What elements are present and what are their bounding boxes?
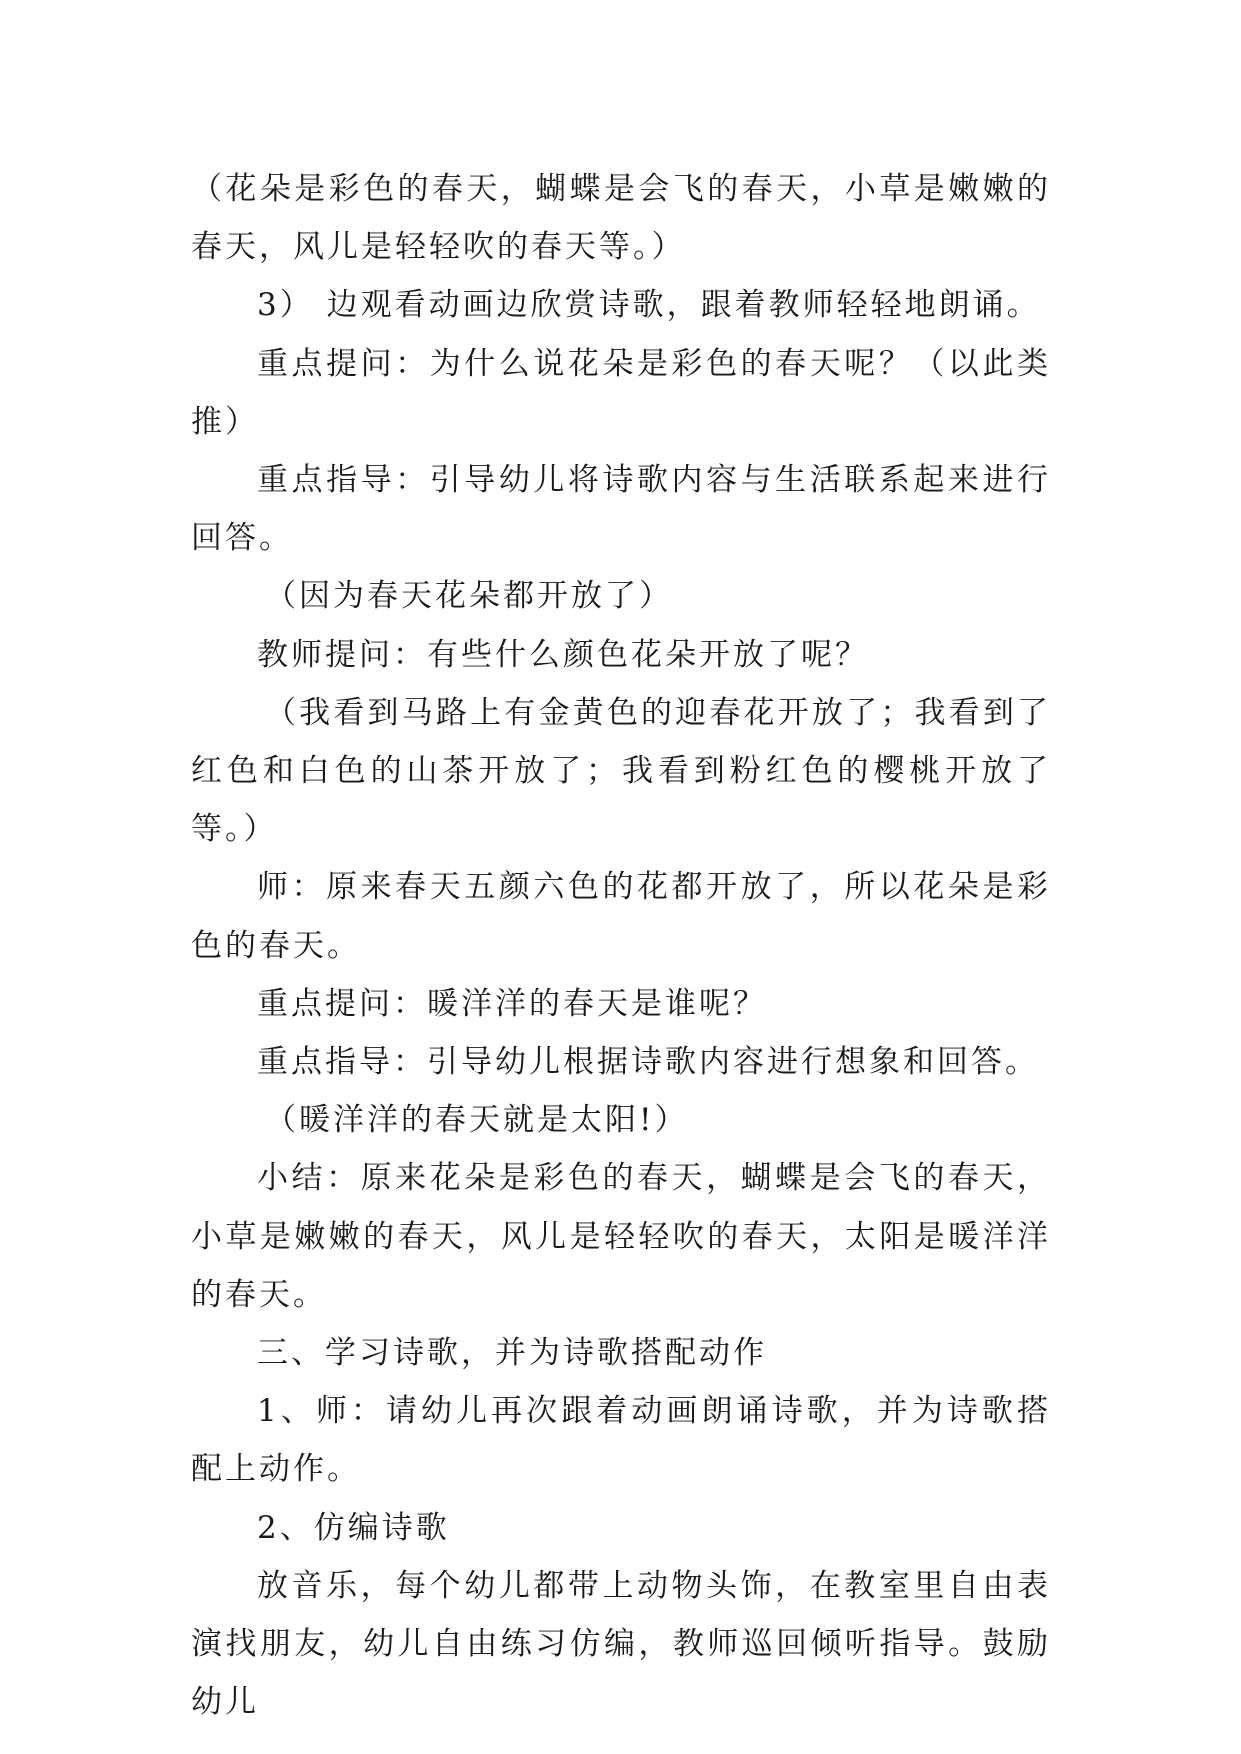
paragraph-5: （因为春天花朵都开放了） (265, 578, 673, 615)
paragraph-4: 重点指导：引导幼儿将诗歌内容与生活联系起来进行回答。 (191, 462, 1051, 557)
paragraph-11: （暖洋洋的春天就是太阳!） (265, 1102, 689, 1139)
paragraph-8: 师：原来春天五颜六色的花都开放了，所以花朵是彩色的春天。 (191, 869, 1051, 964)
paragraph-2: 3） 边观看动画边欣赏诗歌，跟着教师轻轻地朗诵。 (257, 287, 1041, 324)
paragraph-15: 2、仿编诗歌 (257, 1509, 450, 1546)
section-heading: 三、学习诗歌，并为诗歌搭配动作 (257, 1335, 767, 1372)
paragraph-9: 重点提问：暖洋洋的春天是谁呢？ (257, 985, 767, 1022)
document-body (191, 160, 1051, 1731)
paragraph-14: 1、师：请幼儿再次跟着动画朗诵诗歌，并为诗歌搭配上动作。 (191, 1393, 1051, 1488)
paragraph-10: 重点指导：引导幼儿根据诗歌内容进行想象和回答。 (257, 1044, 1039, 1081)
paragraph-6: 教师提问：有些什么颜色花朵开放了呢？ (257, 636, 869, 673)
paragraph-12: 小结：原来花朵是彩色的春天，蝴蝶是会飞的春天，小草是嫩嫩的春天，风儿是轻轻吹的春天，太阳是暖洋洋的春天。 (191, 1160, 1051, 1313)
paragraph-3: 重点提问：为什么说花朵是彩色的春天呢？（以此类推） (191, 345, 1051, 440)
paragraph-1: （花朵是彩色的春天，蝴蝶是会飞的春天，小草是嫩嫩的春天，风儿是轻轻吹的春天等。） (191, 171, 1051, 266)
paragraph-7: （我看到马路上有金黄色的迎春花开放了；我看到了红色和白色的山茶开放了；我看到粉红色的樱桃开放了等。） (191, 694, 1051, 848)
paragraph-16: 放音乐，每个幼儿都带上动物头饰，在教室里自由表演找朋友，幼儿自由练习仿编，教师巡回倾听指导。鼓励幼儿 (191, 1567, 1051, 1721)
